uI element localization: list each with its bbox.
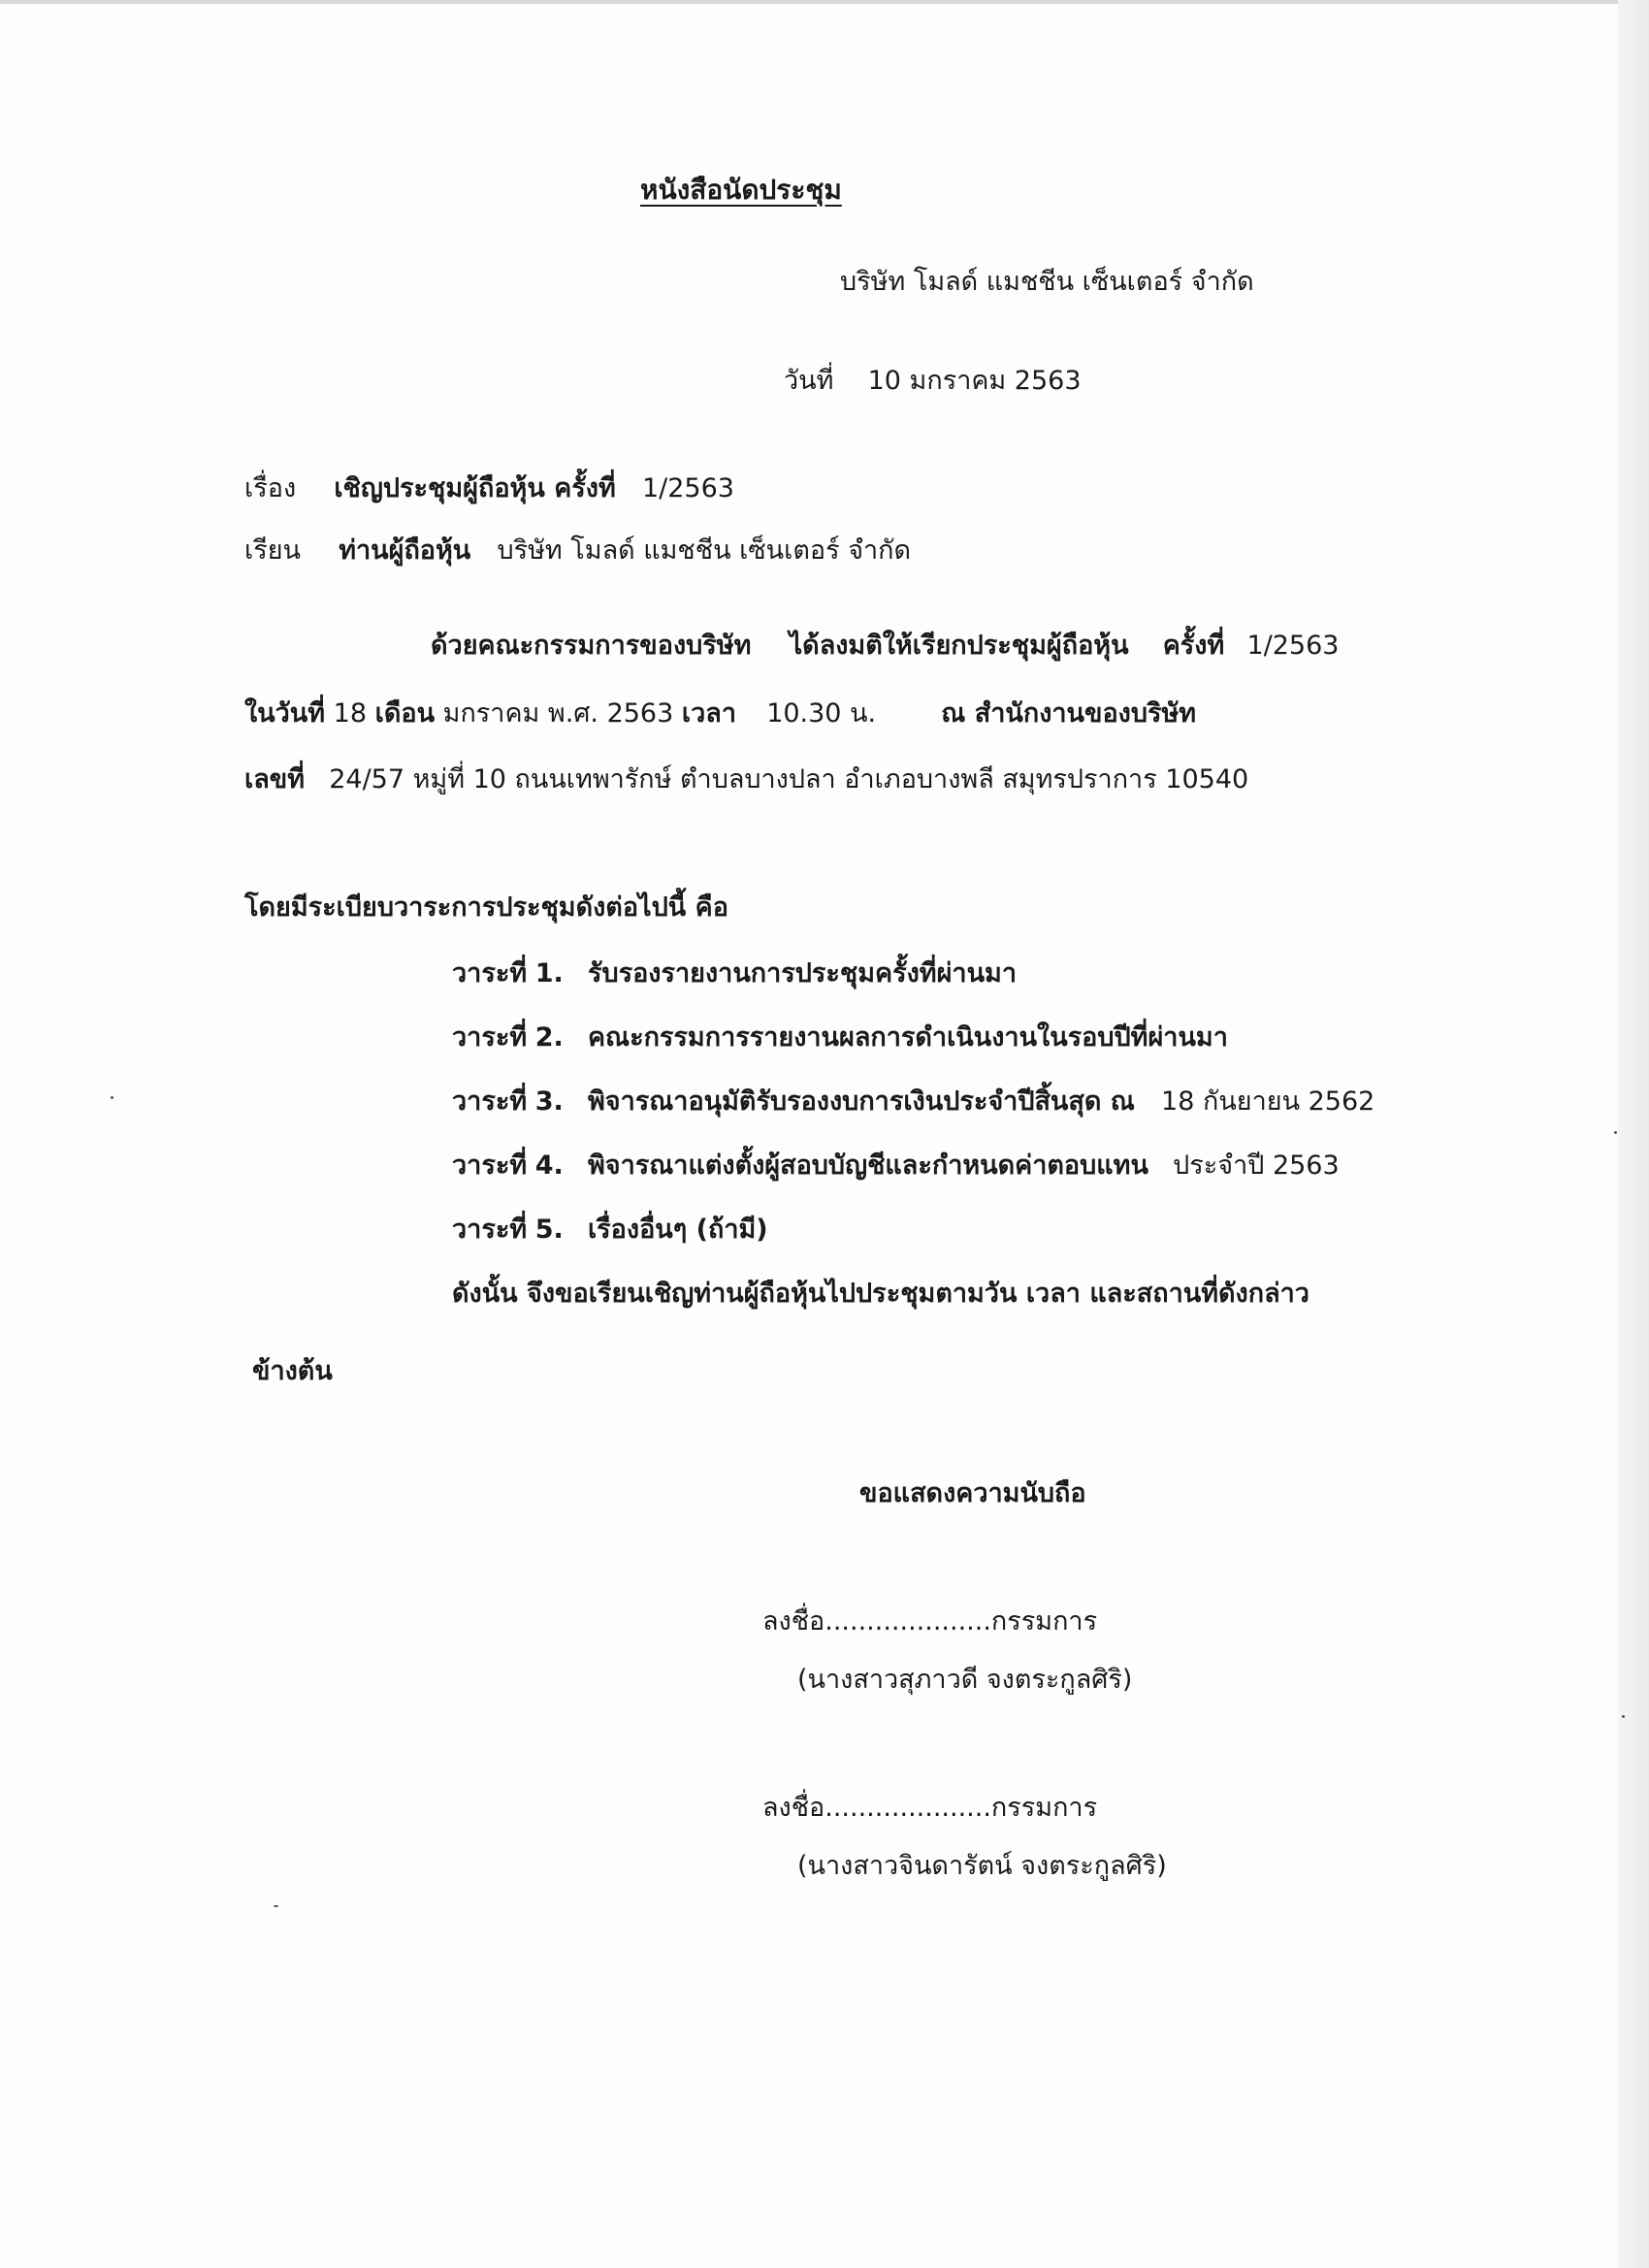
body-text: ในวันที่	[244, 698, 326, 729]
signature-line-1: ลงชื่อ....................กรรมการ	[762, 1606, 1098, 1636]
body-text: เวลา	[681, 698, 736, 729]
address-text: 24/57 หมู่ที่ 10 ถนนเทพารักษ์ ตำบลบางปลา อำเภอบางพลี สมุทรปราการ 10540	[329, 764, 1249, 794]
scan-edge-right	[1618, 0, 1649, 2268]
date-value: 10 มกราคม 2563	[867, 366, 1082, 396]
body-text: มกราคม พ.ศ. 2563	[442, 698, 674, 729]
agenda-item-3	[452, 1085, 1374, 1119]
signatory-name-2: (นางสาวจินดารัตน์ จงตระกูลศิริ)	[797, 1851, 1167, 1881]
signatory-name-1: (นางสาวสุภาวดี จงตระกูลศิริ)	[797, 1665, 1133, 1695]
agenda-text: รับรองรายงานการประชุมครั้งที่ผ่านมา	[587, 958, 1017, 988]
body-line-2	[244, 697, 1196, 731]
body-text: เลขที่	[244, 764, 306, 794]
closing-line: ดังนั้น จึงขอเรียนเชิญท่านผู้ถือหุ้นไปประชุมตามวัน เวลา และสถานที่ดังกล่าว	[452, 1279, 1310, 1309]
scan-speck	[1614, 1131, 1617, 1134]
agenda-item-2	[452, 1021, 1228, 1055]
body-text: ได้ลงมติให้เรียกประชุมผู้ถือหุ้น	[789, 631, 1129, 661]
body-line-3	[244, 762, 1248, 797]
recipient-line	[244, 534, 911, 568]
scan-speck	[111, 1096, 113, 1099]
agenda-label: วาระที่	[452, 1150, 528, 1181]
body-text: ครั้งที่	[1162, 631, 1225, 661]
agenda-number: 1.	[534, 958, 564, 988]
agenda-number: 4.	[534, 1150, 564, 1181]
agenda-text: คณะกรรมการรายงานผลการดำเนินงานในรอบปีที่ผ่านมา	[587, 1022, 1228, 1053]
body-text: ด้วยคณะกรรมการของบริษัท	[431, 631, 752, 661]
document-title: หนังสือนัดประชุม	[640, 174, 842, 206]
scan-speck	[274, 1905, 278, 1907]
signature-line-2: ลงชื่อ....................กรรมการ	[762, 1793, 1098, 1823]
agenda-extra: ประจำปี 2563	[1173, 1150, 1340, 1181]
subject-text: เชิญประชุมผู้ถือหุ้น ครั้งที่	[334, 473, 616, 503]
agenda-number: 3.	[534, 1086, 564, 1117]
agenda-text: พิจารณาอนุมัติรับรองงบการเงินประจำปีสิ้นสุด ณ	[587, 1086, 1135, 1117]
agenda-text: พิจารณาแต่งตั้งผู้สอบบัญชีและกำหนดค่าตอบแทน	[587, 1150, 1148, 1181]
recipient-label: เรียน	[244, 535, 302, 566]
recipient-company: บริษัท โมลด์ แมชชีน เซ็นเตอร์ จำกัด	[497, 535, 912, 566]
agenda-number: 2.	[534, 1022, 564, 1053]
date-line	[784, 364, 1082, 399]
closing-tail: ข้างต้น	[252, 1356, 333, 1386]
scan-edge-top	[0, 0, 1649, 4]
date-label: วันที่	[784, 366, 834, 396]
agenda-item-4	[452, 1149, 1340, 1183]
agenda-label: วาระที่	[452, 1215, 528, 1245]
agenda-item-1	[452, 956, 1017, 991]
subject-number: 1/2563	[641, 473, 734, 503]
body-number: 18	[333, 698, 368, 729]
agenda-text: เรื่องอื่นๆ (ถ้ามี)	[587, 1215, 768, 1245]
subject-label: เรื่อง	[244, 473, 297, 503]
agenda-label: วาระที่	[452, 1022, 528, 1053]
scan-speck	[1622, 1715, 1625, 1718]
body-line-1	[431, 629, 1339, 664]
regards: ขอแสดงความนับถือ	[859, 1478, 1086, 1508]
subject-line	[244, 471, 734, 506]
agenda-intro: โดยมีระเบียบวาระการประชุมดังต่อไปนี้ คือ	[244, 892, 728, 923]
agenda-label: วาระที่	[452, 1086, 528, 1117]
body-number: 1/2563	[1246, 631, 1340, 661]
agenda-label: วาระที่	[452, 958, 528, 988]
body-text: เดือน	[374, 698, 436, 729]
recipient-text: ท่านผู้ถือหุ้น	[339, 535, 471, 566]
company-header: บริษัท โมลด์ แมชชีน เซ็นเตอร์ จำกัด	[840, 267, 1254, 297]
body-text: ณ สำนักงานของบริษัท	[941, 698, 1197, 729]
agenda-extra: 18 กันยายน 2562	[1161, 1086, 1375, 1117]
agenda-number: 5.	[534, 1215, 564, 1245]
body-time: 10.30 น.	[766, 698, 877, 729]
agenda-item-5	[452, 1213, 768, 1247]
